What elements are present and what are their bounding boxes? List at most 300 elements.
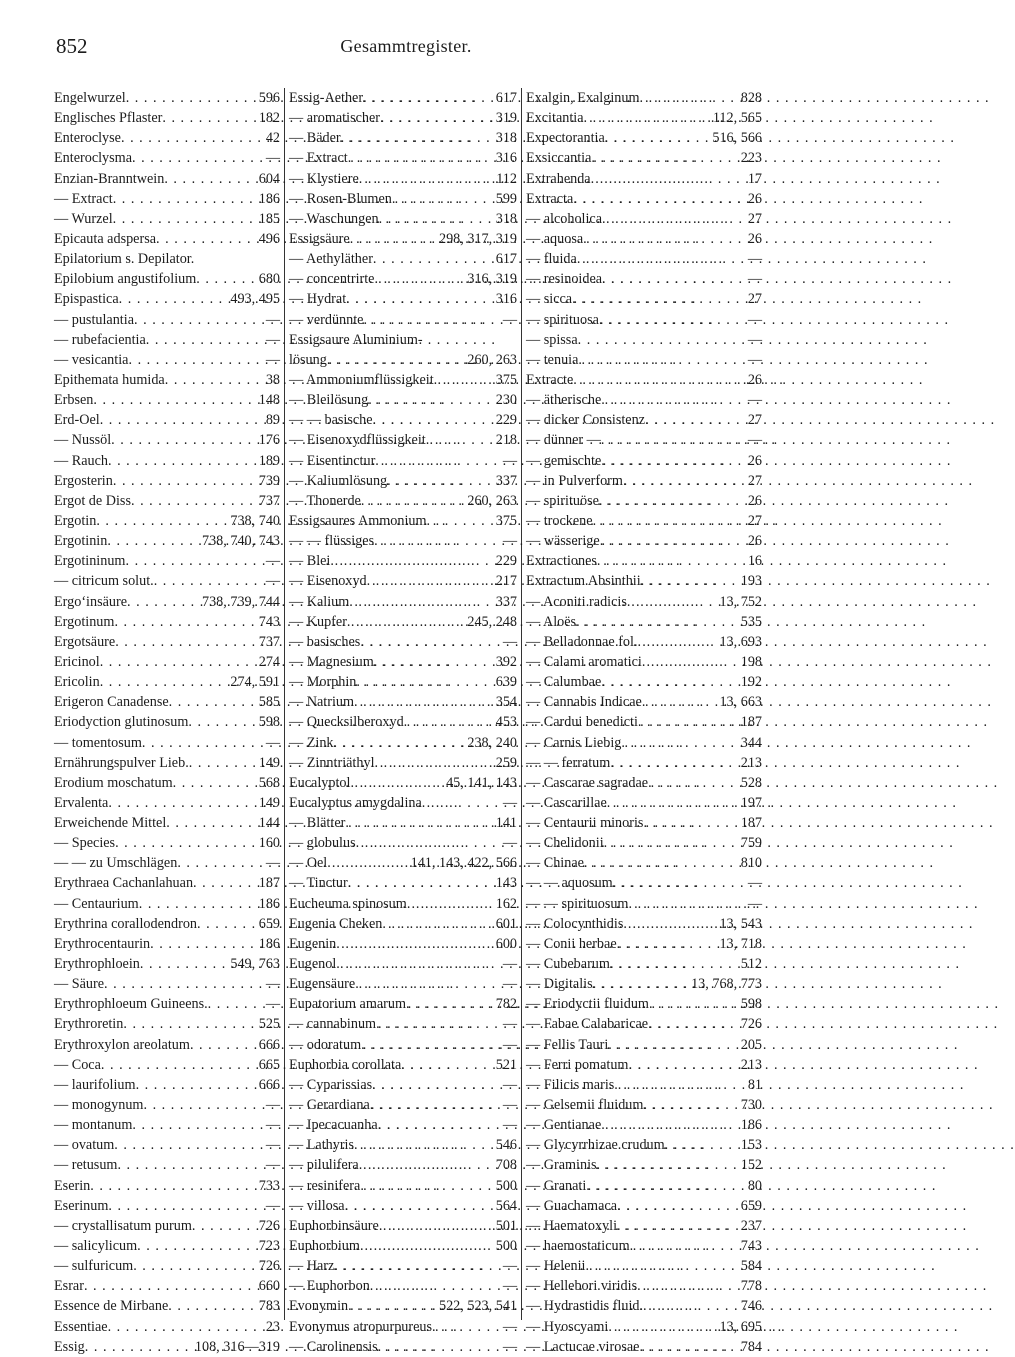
page-reference: 784 xyxy=(740,1338,762,1355)
index-term: — odoratum xyxy=(289,1036,362,1053)
index-entry xyxy=(54,672,280,692)
page-reference: 149 xyxy=(258,754,280,771)
page-reference: — xyxy=(747,311,762,328)
index-entry xyxy=(289,1095,517,1115)
index-term: — Ammoniumflüssigkeit xyxy=(289,371,434,388)
index-entry xyxy=(54,108,280,128)
index-term: — Blätter xyxy=(289,815,346,832)
page-reference: 27 xyxy=(747,412,762,429)
index-entry xyxy=(289,954,517,974)
dot-leader xyxy=(432,1317,501,1337)
index-term: — Filicis maris xyxy=(526,1076,615,1093)
page-reference: — xyxy=(502,1338,517,1355)
dot-leader xyxy=(127,592,200,612)
page-reference: 13, 663 xyxy=(719,694,762,711)
dot-leader xyxy=(645,410,746,430)
index-term: — Aconiti radicis xyxy=(526,593,627,610)
page-reference: 213 xyxy=(740,1056,762,1073)
dot-leader xyxy=(406,994,494,1014)
dot-leader xyxy=(599,310,746,330)
index-entry xyxy=(526,310,762,330)
dot-leader xyxy=(605,128,711,148)
page-reference: — xyxy=(747,895,762,912)
index-entry xyxy=(54,1296,280,1316)
page-reference: — xyxy=(502,1036,517,1053)
page-reference: — xyxy=(502,835,517,852)
index-entry xyxy=(54,773,280,793)
index-term: — citricum solut. xyxy=(54,573,154,590)
index-entry xyxy=(54,229,280,249)
index-term: — globulus xyxy=(289,835,356,852)
index-term: — Guachamaca xyxy=(526,1197,617,1214)
dot-leader xyxy=(639,88,738,108)
dot-leader xyxy=(392,189,494,209)
page-reference: — xyxy=(747,432,762,449)
dot-leader xyxy=(354,692,494,712)
dot-leader xyxy=(208,994,264,1014)
index-term: — Morphin xyxy=(289,674,357,691)
index-entry xyxy=(289,571,517,591)
index-entry xyxy=(526,1317,762,1337)
page-reference: 375 xyxy=(495,512,517,529)
dot-leader xyxy=(336,954,501,974)
index-entry xyxy=(289,1216,517,1236)
index-term: — retusum xyxy=(54,1157,118,1174)
dot-leader xyxy=(643,813,738,833)
index-term: — villosa xyxy=(289,1197,345,1214)
dot-leader xyxy=(190,1035,257,1055)
index-term: — Bleilösung xyxy=(289,392,369,409)
page-reference: 604 xyxy=(258,170,280,187)
dot-leader xyxy=(142,733,264,753)
page-reference: — xyxy=(265,150,280,167)
dot-leader xyxy=(360,1236,494,1256)
dot-leader xyxy=(621,733,738,753)
index-term: — Graminis xyxy=(526,1157,597,1174)
page-reference: 229 xyxy=(495,553,517,570)
index-term: — pilulifera xyxy=(289,1157,359,1174)
page-reference: 782 xyxy=(495,996,517,1013)
page-reference: 601 xyxy=(495,915,517,932)
dot-leader xyxy=(578,330,746,350)
index-entry xyxy=(526,733,762,753)
page-reference: 392 xyxy=(495,653,517,670)
index-term: Ericolin xyxy=(54,674,100,691)
dot-leader xyxy=(604,833,739,853)
index-term: — monogynum xyxy=(54,1097,144,1114)
dot-leader xyxy=(100,410,264,430)
index-entry xyxy=(526,1337,762,1357)
index-term: — basisches xyxy=(289,633,361,650)
page-reference: 810 xyxy=(740,855,762,872)
index-term: Erweichende Mittel xyxy=(54,815,167,832)
index-entry xyxy=(289,1135,517,1155)
index-term: Epilatorium s. Depilator. xyxy=(54,251,195,268)
index-term: Exalgin, Exalginum xyxy=(526,90,640,106)
index-term: Eucalyptol xyxy=(289,774,351,791)
index-term: Ernährungspulver Lieb. xyxy=(54,754,189,771)
page-reference: — xyxy=(502,1117,517,1134)
page-reference: 535 xyxy=(740,613,762,630)
dot-leader xyxy=(376,1014,501,1034)
page-reference: 186 xyxy=(740,1117,762,1134)
page-reference: 144 xyxy=(258,815,280,832)
index-term: Eugenin xyxy=(289,935,337,952)
index-entry xyxy=(526,531,762,551)
page-reference: 141, 143, 422, 566 xyxy=(410,855,517,872)
index-entry xyxy=(289,1014,517,1034)
index-entry xyxy=(526,1196,762,1216)
dot-leader xyxy=(348,1296,437,1316)
dot-leader xyxy=(597,1155,739,1175)
index-term: — Carnis Liebig xyxy=(526,734,622,751)
index-term: Exsiccantia xyxy=(526,150,592,167)
index-entry xyxy=(54,813,280,833)
index-entry xyxy=(526,632,762,652)
index-term: Erythroretin xyxy=(54,1016,124,1033)
page-reference: 500 xyxy=(495,1238,517,1255)
dot-leader xyxy=(354,1135,494,1155)
index-term: — montanum xyxy=(54,1117,133,1134)
dot-leader xyxy=(638,712,739,732)
dot-leader xyxy=(601,672,738,692)
index-term: — Eriodyctii fluidum xyxy=(526,996,649,1013)
index-term: — Rauch xyxy=(54,452,108,469)
page-reference: 743 xyxy=(740,1238,762,1255)
dot-leader xyxy=(630,1236,739,1256)
dot-leader xyxy=(610,753,738,773)
index-term: Epicauta adspersa xyxy=(54,230,157,247)
index-entry xyxy=(526,612,762,632)
dot-leader xyxy=(642,652,739,672)
page-reference: 189 xyxy=(258,452,280,469)
index-entry xyxy=(54,974,280,994)
index-entry xyxy=(526,974,762,994)
index-term: lösung xyxy=(289,351,327,368)
page-reference: 598 xyxy=(258,714,280,731)
dot-leader xyxy=(114,612,256,632)
index-entry xyxy=(526,1115,762,1135)
index-term: Essentiae xyxy=(54,1318,108,1335)
index-term: — Wurzel xyxy=(54,210,113,227)
dot-leader xyxy=(156,229,257,249)
page-reference: 316 xyxy=(495,291,517,308)
page-reference: — xyxy=(265,331,280,348)
index-term: — wässerige xyxy=(526,533,600,550)
dot-leader xyxy=(177,853,263,873)
index-entry xyxy=(526,410,762,430)
index-term: — ätherische xyxy=(526,392,602,409)
dot-leader xyxy=(387,471,494,491)
index-term: — — flüssiges xyxy=(289,533,375,550)
dot-leader xyxy=(643,1095,738,1115)
dot-leader xyxy=(140,954,228,974)
dot-leader xyxy=(370,1276,501,1296)
dot-leader xyxy=(361,491,466,511)
index-entry xyxy=(526,249,762,269)
dot-leader xyxy=(648,1014,739,1034)
dot-leader xyxy=(665,1135,739,1155)
dot-leader xyxy=(373,249,494,269)
dot-leader xyxy=(577,249,746,269)
dot-leader xyxy=(359,169,494,189)
page-reference: 13, 718 xyxy=(719,935,762,952)
page-reference: 27 xyxy=(747,472,762,489)
page-number: 852 xyxy=(56,34,88,58)
index-entry xyxy=(54,1014,280,1034)
index-term: Ericinol xyxy=(54,653,100,670)
index-entry xyxy=(289,531,517,551)
index-term: Erythrina corallodendron xyxy=(54,915,198,932)
index-term: — Digitalis xyxy=(526,976,593,993)
index-entry xyxy=(289,914,517,934)
index-entry xyxy=(289,128,517,148)
page-reference: 141 xyxy=(495,815,517,832)
dot-leader xyxy=(591,169,746,189)
index-entry xyxy=(289,652,517,672)
index-entry xyxy=(526,88,762,108)
dot-leader xyxy=(137,1236,257,1256)
dot-leader xyxy=(350,773,444,793)
page-reference: 549, 763 xyxy=(230,956,280,973)
index-entry xyxy=(54,269,280,289)
dot-leader xyxy=(93,390,256,410)
dot-leader xyxy=(197,914,257,934)
index-term: Evonymus atropurpureus xyxy=(289,1318,433,1335)
index-entry xyxy=(526,1176,762,1196)
index-entry xyxy=(54,1196,280,1216)
page-header xyxy=(56,34,756,64)
dot-leader xyxy=(359,1155,494,1175)
dot-leader xyxy=(90,1176,256,1196)
index-entry xyxy=(54,1176,280,1196)
page-reference: 738, 739, 744 xyxy=(201,593,280,610)
index-term: Ergotininum xyxy=(54,553,126,570)
page-reference: 192 xyxy=(740,674,762,691)
page-reference: 737 xyxy=(258,633,280,650)
index-entry xyxy=(289,1196,517,1216)
index-entry xyxy=(526,813,762,833)
dot-leader xyxy=(601,390,746,410)
dot-leader xyxy=(573,189,746,209)
index-term: Eugensäure xyxy=(289,976,356,993)
page-reference: — xyxy=(747,251,762,268)
index-term: — Klystiere xyxy=(289,170,359,187)
index-term: — Ipecacuanha xyxy=(289,1117,378,1134)
index-entry xyxy=(289,410,517,430)
index-entry xyxy=(54,1317,280,1337)
index-term: — Centaurii minoris xyxy=(526,815,644,832)
dot-leader xyxy=(154,571,264,591)
page-reference: 337 xyxy=(495,593,517,610)
dot-leader xyxy=(196,269,256,289)
index-term: — Waschungen xyxy=(289,210,379,227)
page-reference: 778 xyxy=(740,1278,762,1295)
dot-leader xyxy=(374,269,465,289)
page-reference: 259 xyxy=(495,754,517,771)
index-entry xyxy=(526,1236,762,1256)
dot-leader xyxy=(165,370,264,390)
page-reference: 568 xyxy=(258,774,280,791)
page-reference: 501 xyxy=(495,1217,517,1234)
index-entry xyxy=(54,934,280,954)
index-entry xyxy=(289,1296,517,1316)
index-entry xyxy=(54,733,280,753)
index-entry xyxy=(54,169,280,189)
dot-leader xyxy=(114,1135,264,1155)
index-term: Essigsaure Aluminium- xyxy=(289,331,423,348)
index-entry xyxy=(289,773,517,793)
index-entry xyxy=(289,209,517,229)
index-entry xyxy=(54,1236,280,1256)
index-term: Eserin xyxy=(54,1177,91,1194)
index-term: — Magnesium xyxy=(289,653,374,670)
index-entry xyxy=(289,873,517,893)
dot-leader xyxy=(617,934,718,954)
index-entry xyxy=(54,592,280,612)
index-entry xyxy=(526,592,762,612)
index-term: Erigeron Canadense xyxy=(54,694,169,711)
page-reference: 187 xyxy=(740,815,762,832)
dot-leader xyxy=(348,148,494,168)
page-reference: — xyxy=(265,1117,280,1134)
index-term: Ergot de Diss xyxy=(54,492,131,509)
index-entry xyxy=(526,430,762,450)
index-entry xyxy=(289,692,517,712)
index-entry xyxy=(289,1155,517,1175)
dot-leader xyxy=(601,1115,738,1135)
index-entry xyxy=(289,733,517,753)
index-term: — Chelidonii xyxy=(526,835,604,852)
dot-leader xyxy=(355,974,501,994)
index-entry xyxy=(289,853,517,873)
index-entry xyxy=(289,1276,517,1296)
index-term: Eriodyction glutinosum xyxy=(54,714,189,731)
index-entry xyxy=(526,914,762,934)
index-entry xyxy=(54,310,280,330)
index-term: Enzian-Branntwein xyxy=(54,170,165,187)
index-entry xyxy=(289,793,517,813)
dot-leader xyxy=(126,88,257,108)
index-entry xyxy=(54,853,280,873)
dot-leader xyxy=(334,1256,501,1276)
index-entry xyxy=(526,390,762,410)
dot-leader xyxy=(379,209,494,229)
index-entry xyxy=(526,148,762,168)
index-term: Erbsen xyxy=(54,392,94,409)
page-reference: 80 xyxy=(747,1177,762,1194)
index-entry xyxy=(289,994,517,1014)
index-entry xyxy=(526,128,762,148)
index-entry xyxy=(526,1095,762,1115)
index-term: — Species xyxy=(54,835,116,852)
page-reference: 197 xyxy=(740,794,762,811)
page-reference: 38 xyxy=(265,371,280,388)
page-reference: — xyxy=(265,573,280,590)
page-reference: 187 xyxy=(740,714,762,731)
dot-leader xyxy=(578,350,745,370)
dot-leader xyxy=(107,531,200,551)
dot-leader xyxy=(131,491,257,511)
index-entry xyxy=(54,1216,280,1236)
page-reference: 298, 317, 319 xyxy=(438,230,517,247)
index-entry xyxy=(526,652,762,672)
index-entry xyxy=(526,551,762,571)
dot-leader xyxy=(584,853,739,873)
page-reference: 746 xyxy=(740,1298,762,1315)
page-reference: — xyxy=(265,1137,280,1154)
index-term: Extrahenda xyxy=(526,170,591,187)
index-term: Ergotinin xyxy=(54,533,108,550)
index-entry xyxy=(289,229,517,249)
dot-leader xyxy=(608,1317,717,1337)
page-reference: — xyxy=(265,976,280,993)
page-reference: 26 xyxy=(747,190,762,207)
page-reference: 16 xyxy=(747,553,762,570)
index-entry xyxy=(54,692,280,712)
index-term: — haemostaticum xyxy=(526,1238,630,1255)
index-term: Evonymin xyxy=(289,1298,349,1315)
dot-leader xyxy=(192,1216,257,1236)
index-entry xyxy=(54,1115,280,1135)
index-term: — Aethyläther xyxy=(289,251,373,268)
page-reference: — xyxy=(265,996,280,1013)
dot-leader xyxy=(363,310,500,330)
index-entry xyxy=(54,390,280,410)
page-reference: 584 xyxy=(740,1258,762,1275)
page-reference: — xyxy=(265,311,280,328)
dot-leader xyxy=(649,994,739,1014)
index-column-2 xyxy=(289,88,517,1355)
index-term: — Oel xyxy=(289,855,328,872)
dot-leader xyxy=(617,1216,739,1236)
dot-leader xyxy=(125,551,263,571)
index-entry xyxy=(289,390,517,410)
dot-leader xyxy=(401,1055,493,1075)
page-reference: 666 xyxy=(258,1076,280,1093)
index-entry xyxy=(289,1256,517,1276)
page-reference: — xyxy=(747,875,762,892)
index-entry xyxy=(289,974,517,994)
dot-leader xyxy=(361,1035,501,1055)
dot-leader xyxy=(363,88,494,108)
dot-leader xyxy=(173,773,257,793)
index-entry xyxy=(526,1276,762,1296)
index-entry xyxy=(54,954,280,974)
page-reference: 143 xyxy=(495,875,517,892)
page-reference: 193 xyxy=(740,573,762,590)
dot-leader xyxy=(602,209,746,229)
index-entry xyxy=(526,451,762,471)
index-entry xyxy=(289,148,517,168)
dot-leader xyxy=(104,974,264,994)
index-entry xyxy=(54,128,280,148)
dot-leader xyxy=(360,1176,493,1196)
index-entry xyxy=(54,330,280,350)
page-reference: 238, 240 xyxy=(467,734,517,751)
index-term: — Coca xyxy=(54,1056,101,1073)
index-entry xyxy=(526,108,762,128)
page-reference: — xyxy=(265,1097,280,1114)
page-reference: 260, 263 xyxy=(467,351,517,368)
index-entry xyxy=(526,1155,762,1175)
index-entry xyxy=(526,491,762,511)
index-term: — Calumbae xyxy=(526,674,602,691)
index-term: — Quecksilberoxyd xyxy=(289,714,404,731)
page-reference: 13, 752 xyxy=(719,593,762,610)
page-reference: 318 xyxy=(495,210,517,227)
index-entry xyxy=(54,833,280,853)
